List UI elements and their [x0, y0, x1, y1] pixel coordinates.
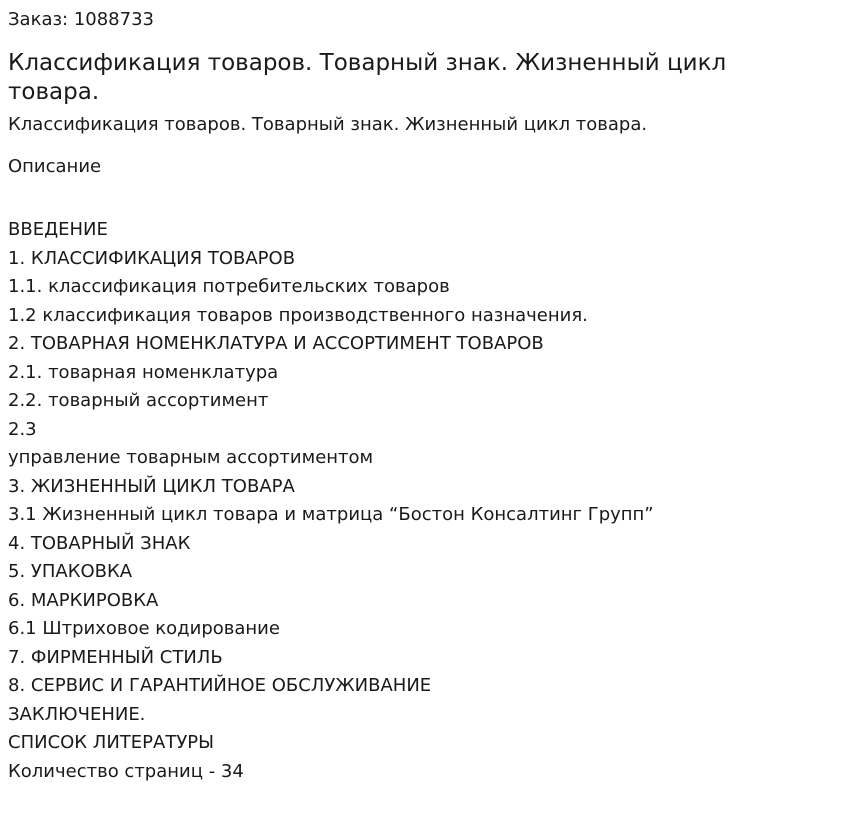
description-label: Описание: [8, 156, 102, 177]
toc-item: 3. ЖИЗНЕННЫЙ ЦИКЛ ТОВАРА: [8, 475, 295, 497]
toc-item: СПИСОК ЛИТЕРАТУРЫ: [8, 732, 215, 753]
toc-item: 1. КЛАССИФИКАЦИЯ ТОВАРОВ: [8, 247, 296, 269]
toc-item: 3.1 Жизненный цикл товара и матрица “Бостон Консалтинг Групп”: [8, 504, 654, 525]
table-of-contents: [8, 216, 839, 758]
order-number: Заказ: 1088733: [8, 9, 154, 30]
toc-item: 6.1 Штриховое кодирование: [8, 618, 280, 639]
toc-item: 6. МАРКИРОВКА: [8, 589, 159, 611]
toc-item: 2.1. товарная номенклатура: [8, 361, 279, 383]
toc-item: 2.3: [8, 418, 37, 440]
toc-item: 7. ФИРМЕННЫЙ СТИЛЬ: [8, 646, 223, 668]
toc-item: 4. ТОВАРНЫЙ ЗНАК: [8, 532, 191, 554]
toc-item: 2.2. товарный ассортимент: [8, 390, 269, 411]
toc-item: управление товарным ассортиментом: [8, 447, 374, 468]
page-title: Классификация товаров. Товарный знак. Жизненный цикл товара.: [8, 50, 727, 105]
toc-item: 8. СЕРВИС И ГАРАНТИЙНОЕ ОБСЛУЖИВАНИЕ: [8, 675, 432, 696]
toc-item: ЗАКЛЮЧЕНИЕ.: [8, 703, 146, 725]
toc-item: 5. УПАКОВКА: [8, 561, 133, 582]
page-subtitle: Классификация товаров. Товарный знак. Жизненный цикл товара.: [8, 114, 648, 135]
toc-item: ВВЕДЕНИЕ: [8, 219, 108, 240]
toc-item: 1.1. классификация потребительских товаров: [8, 276, 450, 297]
page-count: Количество страниц - 34: [8, 760, 244, 782]
toc-item: 2. ТОВАРНАЯ НОМЕНКЛАТУРА И АССОРТИМЕНТ ТОВАРОВ: [8, 333, 544, 354]
toc-item: 1.2 классификация товаров производственного назначения.: [8, 304, 588, 326]
